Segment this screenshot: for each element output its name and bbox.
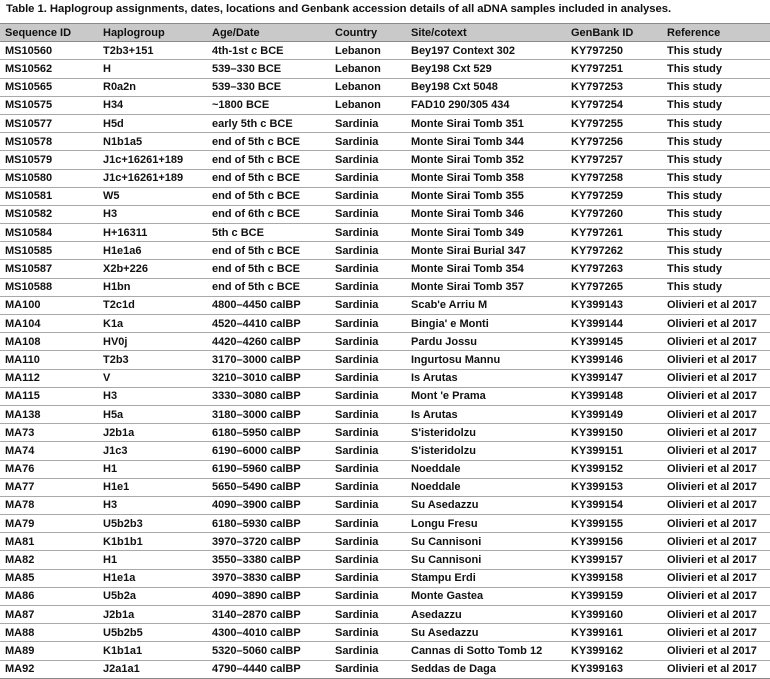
cell-age-date: 3180–3000 calBP xyxy=(206,405,329,423)
cell-reference: This study xyxy=(661,60,770,78)
cell-reference: This study xyxy=(661,205,770,223)
header-age-date: Age/Date xyxy=(206,24,329,42)
cell-sequence-id: MS10581 xyxy=(0,187,97,205)
cell-genbank-id: KY399161 xyxy=(565,624,661,642)
cell-site-context: Monte Sirai Tomb 351 xyxy=(405,114,565,132)
cell-country: Sardinia xyxy=(329,114,405,132)
cell-site-context: Noeddale xyxy=(405,460,565,478)
cell-genbank-id: KY797265 xyxy=(565,278,661,296)
cell-sequence-id: MA110 xyxy=(0,351,97,369)
table-row xyxy=(0,351,770,369)
cell-reference: This study xyxy=(661,133,770,151)
cell-genbank-id: KY399158 xyxy=(565,569,661,587)
table-row xyxy=(0,333,770,351)
cell-genbank-id: KY399149 xyxy=(565,405,661,423)
cell-age-date: end of 5th c BCE xyxy=(206,151,329,169)
table-row xyxy=(0,460,770,478)
cell-haplogroup: V xyxy=(97,369,206,387)
cell-site-context: Noeddale xyxy=(405,478,565,496)
cell-haplogroup: H1bn xyxy=(97,278,206,296)
table-row xyxy=(0,587,770,605)
cell-haplogroup: H1e1 xyxy=(97,478,206,496)
cell-sequence-id: MA138 xyxy=(0,405,97,423)
cell-sequence-id: MS10560 xyxy=(0,42,97,60)
cell-genbank-id: KY399150 xyxy=(565,424,661,442)
cell-genbank-id: KY797254 xyxy=(565,96,661,114)
cell-site-context: Cannas di Sotto Tomb 12 xyxy=(405,642,565,660)
cell-haplogroup: K1b1b1 xyxy=(97,533,206,551)
table-row xyxy=(0,515,770,533)
cell-country: Sardinia xyxy=(329,606,405,624)
cell-sequence-id: MA76 xyxy=(0,460,97,478)
table-row xyxy=(0,624,770,642)
cell-sequence-id: MA73 xyxy=(0,424,97,442)
cell-genbank-id: KY797263 xyxy=(565,260,661,278)
cell-sequence-id: MA77 xyxy=(0,478,97,496)
cell-age-date: 3970–3830 calBP xyxy=(206,569,329,587)
cell-age-date: 539–330 BCE xyxy=(206,60,329,78)
cell-age-date: 4520–4410 calBP xyxy=(206,315,329,333)
cell-genbank-id: KY797250 xyxy=(565,42,661,60)
cell-age-date: 3140–2870 calBP xyxy=(206,606,329,624)
cell-country: Sardinia xyxy=(329,496,405,514)
cell-site-context: Ingurtosu Mannu xyxy=(405,351,565,369)
table-row xyxy=(0,369,770,387)
cell-country: Lebanon xyxy=(329,78,405,96)
cell-age-date: 6180–5930 calBP xyxy=(206,515,329,533)
table-row xyxy=(0,260,770,278)
cell-genbank-id: KY399160 xyxy=(565,606,661,624)
cell-reference: Olivieri et al 2017 xyxy=(661,587,770,605)
cell-country: Sardinia xyxy=(329,642,405,660)
cell-haplogroup: H1e1a xyxy=(97,569,206,587)
cell-haplogroup: X2b+226 xyxy=(97,260,206,278)
table-row xyxy=(0,187,770,205)
cell-reference: Olivieri et al 2017 xyxy=(661,351,770,369)
cell-country: Sardinia xyxy=(329,242,405,260)
table-row xyxy=(0,496,770,514)
cell-haplogroup: T2c1d xyxy=(97,296,206,314)
cell-genbank-id: KY399159 xyxy=(565,587,661,605)
cell-reference: This study xyxy=(661,78,770,96)
header-haplogroup: Haplogroup xyxy=(97,24,206,42)
cell-haplogroup: R0a2n xyxy=(97,78,206,96)
cell-reference: This study xyxy=(661,187,770,205)
cell-country: Sardinia xyxy=(329,624,405,642)
cell-reference: Olivieri et al 2017 xyxy=(661,624,770,642)
table-row xyxy=(0,442,770,460)
cell-reference: Olivieri et al 2017 xyxy=(661,315,770,333)
cell-reference: This study xyxy=(661,151,770,169)
header-site-context: Site/cotext xyxy=(405,24,565,42)
cell-age-date: 4th-1st c BCE xyxy=(206,42,329,60)
cell-site-context: Monte Sirai Burial 347 xyxy=(405,242,565,260)
cell-genbank-id: KY399145 xyxy=(565,333,661,351)
cell-site-context: Bey198 Cxt 5048 xyxy=(405,78,565,96)
cell-reference: This study xyxy=(661,114,770,132)
cell-site-context: Monte Sirai Tomb 344 xyxy=(405,133,565,151)
cell-genbank-id: KY399154 xyxy=(565,496,661,514)
cell-genbank-id: KY399153 xyxy=(565,478,661,496)
cell-country: Sardinia xyxy=(329,133,405,151)
cell-age-date: 539–330 BCE xyxy=(206,78,329,96)
cell-country: Lebanon xyxy=(329,96,405,114)
cell-country: Sardinia xyxy=(329,224,405,242)
cell-country: Sardinia xyxy=(329,405,405,423)
table-row xyxy=(0,296,770,314)
cell-haplogroup: H5a xyxy=(97,405,206,423)
cell-genbank-id: KY797262 xyxy=(565,242,661,260)
cell-age-date: 3330–3080 calBP xyxy=(206,387,329,405)
cell-reference: Olivieri et al 2017 xyxy=(661,569,770,587)
cell-site-context: S'isteridolzu xyxy=(405,442,565,460)
cell-age-date: end of 5th c BCE xyxy=(206,278,329,296)
cell-age-date: 5650–5490 calBP xyxy=(206,478,329,496)
table-row xyxy=(0,405,770,423)
cell-country: Sardinia xyxy=(329,442,405,460)
cell-genbank-id: KY797260 xyxy=(565,205,661,223)
cell-age-date: end of 6th c BCE xyxy=(206,205,329,223)
cell-sequence-id: MA81 xyxy=(0,533,97,551)
cell-sequence-id: MA78 xyxy=(0,496,97,514)
cell-age-date: end of 5th c BCE xyxy=(206,242,329,260)
table-row xyxy=(0,78,770,96)
cell-haplogroup: J1c+16261+189 xyxy=(97,169,206,187)
cell-haplogroup: H xyxy=(97,60,206,78)
table-row xyxy=(0,242,770,260)
cell-country: Sardinia xyxy=(329,260,405,278)
cell-haplogroup: T2b3 xyxy=(97,351,206,369)
cell-haplogroup: T2b3+151 xyxy=(97,42,206,60)
cell-haplogroup: J2b1a xyxy=(97,424,206,442)
table-row xyxy=(0,169,770,187)
cell-age-date: end of 5th c BCE xyxy=(206,133,329,151)
cell-age-date: 4090–3900 calBP xyxy=(206,496,329,514)
cell-haplogroup: H3 xyxy=(97,205,206,223)
cell-sequence-id: MA82 xyxy=(0,551,97,569)
cell-genbank-id: KY399162 xyxy=(565,642,661,660)
cell-genbank-id: KY399143 xyxy=(565,296,661,314)
cell-reference: Olivieri et al 2017 xyxy=(661,424,770,442)
cell-haplogroup: U5b2b3 xyxy=(97,515,206,533)
cell-country: Lebanon xyxy=(329,60,405,78)
cell-site-context: Asedazzu xyxy=(405,606,565,624)
cell-sequence-id: MS10562 xyxy=(0,60,97,78)
cell-sequence-id: MA92 xyxy=(0,660,97,678)
cell-site-context: S'isteridolzu xyxy=(405,424,565,442)
cell-sequence-id: MS10582 xyxy=(0,205,97,223)
cell-haplogroup: W5 xyxy=(97,187,206,205)
cell-country: Sardinia xyxy=(329,515,405,533)
cell-country: Sardinia xyxy=(329,478,405,496)
cell-sequence-id: MA89 xyxy=(0,642,97,660)
cell-site-context: Su Asedazzu xyxy=(405,624,565,642)
cell-haplogroup: H3 xyxy=(97,387,206,405)
cell-sequence-id: MA108 xyxy=(0,333,97,351)
cell-country: Sardinia xyxy=(329,369,405,387)
table-row xyxy=(0,96,770,114)
cell-genbank-id: KY797256 xyxy=(565,133,661,151)
cell-country: Sardinia xyxy=(329,533,405,551)
cell-sequence-id: MS10588 xyxy=(0,278,97,296)
table-row xyxy=(0,114,770,132)
table-row xyxy=(0,660,770,678)
table-row xyxy=(0,278,770,296)
cell-haplogroup: J1c+16261+189 xyxy=(97,151,206,169)
cell-country: Sardinia xyxy=(329,333,405,351)
cell-site-context: Is Arutas xyxy=(405,405,565,423)
cell-reference: Olivieri et al 2017 xyxy=(661,551,770,569)
cell-country: Sardinia xyxy=(329,296,405,314)
table-row xyxy=(0,424,770,442)
cell-reference: This study xyxy=(661,224,770,242)
cell-haplogroup: H+16311 xyxy=(97,224,206,242)
cell-haplogroup: K1b1a1 xyxy=(97,642,206,660)
cell-haplogroup: U5b2a xyxy=(97,587,206,605)
cell-country: Sardinia xyxy=(329,169,405,187)
cell-age-date: end of 5th c BCE xyxy=(206,169,329,187)
cell-genbank-id: KY797255 xyxy=(565,114,661,132)
cell-age-date: 4300–4010 calBP xyxy=(206,624,329,642)
table-row xyxy=(0,60,770,78)
cell-haplogroup: H3 xyxy=(97,496,206,514)
cell-country: Sardinia xyxy=(329,187,405,205)
cell-genbank-id: KY797259 xyxy=(565,187,661,205)
cell-sequence-id: MA115 xyxy=(0,387,97,405)
cell-genbank-id: KY797261 xyxy=(565,224,661,242)
table-row xyxy=(0,224,770,242)
cell-genbank-id: KY399155 xyxy=(565,515,661,533)
cell-site-context: Scab'e Arriu M xyxy=(405,296,565,314)
cell-haplogroup: N1b1a5 xyxy=(97,133,206,151)
cell-site-context: Bey197 Context 302 xyxy=(405,42,565,60)
cell-reference: Olivieri et al 2017 xyxy=(661,478,770,496)
header-sequence-id: Sequence ID xyxy=(0,24,97,42)
table-body xyxy=(0,42,770,679)
cell-haplogroup: K1a xyxy=(97,315,206,333)
cell-country: Sardinia xyxy=(329,315,405,333)
cell-site-context: Su Cannisoni xyxy=(405,533,565,551)
cell-age-date: ~1800 BCE xyxy=(206,96,329,114)
cell-reference: Olivieri et al 2017 xyxy=(661,606,770,624)
cell-genbank-id: KY399144 xyxy=(565,315,661,333)
table-row xyxy=(0,642,770,660)
cell-sequence-id: MA85 xyxy=(0,569,97,587)
cell-site-context: Monte Sirai Tomb 354 xyxy=(405,260,565,278)
table-row xyxy=(0,478,770,496)
cell-reference: Olivieri et al 2017 xyxy=(661,369,770,387)
cell-age-date: 3550–3380 calBP xyxy=(206,551,329,569)
cell-reference: Olivieri et al 2017 xyxy=(661,660,770,678)
cell-age-date: 4800–4450 calBP xyxy=(206,296,329,314)
cell-sequence-id: MS10585 xyxy=(0,242,97,260)
cell-site-context: Bey198 Cxt 529 xyxy=(405,60,565,78)
cell-site-context: Longu Fresu xyxy=(405,515,565,533)
cell-reference: This study xyxy=(661,242,770,260)
cell-sequence-id: MS10578 xyxy=(0,133,97,151)
cell-haplogroup: HV0j xyxy=(97,333,206,351)
cell-site-context: Monte Sirai Tomb 349 xyxy=(405,224,565,242)
table-row xyxy=(0,569,770,587)
cell-sequence-id: MS10584 xyxy=(0,224,97,242)
cell-sequence-id: MA74 xyxy=(0,442,97,460)
header-country: Country xyxy=(329,24,405,42)
cell-genbank-id: KY399163 xyxy=(565,660,661,678)
cell-site-context: Su Cannisoni xyxy=(405,551,565,569)
table-row xyxy=(0,533,770,551)
cell-haplogroup: H5d xyxy=(97,114,206,132)
cell-site-context: FAD10 290/305 434 xyxy=(405,96,565,114)
cell-age-date: 4420–4260 calBP xyxy=(206,333,329,351)
cell-haplogroup: J1c3 xyxy=(97,442,206,460)
table-row xyxy=(0,205,770,223)
cell-country: Sardinia xyxy=(329,351,405,369)
cell-age-date: 3170–3000 calBP xyxy=(206,351,329,369)
cell-age-date: 5320–5060 calBP xyxy=(206,642,329,660)
cell-country: Sardinia xyxy=(329,424,405,442)
cell-age-date: 3970–3720 calBP xyxy=(206,533,329,551)
cell-sequence-id: MS10565 xyxy=(0,78,97,96)
header-genbank-id: GenBank ID xyxy=(565,24,661,42)
cell-haplogroup: H1e1a6 xyxy=(97,242,206,260)
table-row xyxy=(0,315,770,333)
cell-sequence-id: MS10575 xyxy=(0,96,97,114)
cell-sequence-id: MA104 xyxy=(0,315,97,333)
cell-genbank-id: KY797251 xyxy=(565,60,661,78)
cell-reference: Olivieri et al 2017 xyxy=(661,387,770,405)
table-row xyxy=(0,387,770,405)
cell-reference: This study xyxy=(661,96,770,114)
cell-age-date: 4090–3890 calBP xyxy=(206,587,329,605)
cell-country: Sardinia xyxy=(329,569,405,587)
cell-site-context: Monte Sirai Tomb 358 xyxy=(405,169,565,187)
cell-sequence-id: MS10580 xyxy=(0,169,97,187)
cell-country: Sardinia xyxy=(329,278,405,296)
cell-genbank-id: KY399146 xyxy=(565,351,661,369)
cell-genbank-id: KY797258 xyxy=(565,169,661,187)
table-header-row xyxy=(0,24,770,42)
cell-sequence-id: MA87 xyxy=(0,606,97,624)
header-reference: Reference xyxy=(661,24,770,42)
cell-site-context: Mont 'e Prama xyxy=(405,387,565,405)
table-row xyxy=(0,551,770,569)
cell-haplogroup: U5b2b5 xyxy=(97,624,206,642)
cell-site-context: Pardu Jossu xyxy=(405,333,565,351)
cell-country: Sardinia xyxy=(329,660,405,678)
table-row xyxy=(0,133,770,151)
cell-genbank-id: KY399152 xyxy=(565,460,661,478)
cell-site-context: Bingia' e Monti xyxy=(405,315,565,333)
cell-reference: Olivieri et al 2017 xyxy=(661,642,770,660)
cell-country: Sardinia xyxy=(329,205,405,223)
cell-haplogroup: H1 xyxy=(97,460,206,478)
cell-reference: Olivieri et al 2017 xyxy=(661,515,770,533)
cell-country: Sardinia xyxy=(329,460,405,478)
cell-country: Sardinia xyxy=(329,151,405,169)
cell-haplogroup: J2b1a xyxy=(97,606,206,624)
cell-country: Sardinia xyxy=(329,587,405,605)
cell-haplogroup: H1 xyxy=(97,551,206,569)
haplogroup-table xyxy=(0,23,770,679)
cell-age-date: 6180–5950 calBP xyxy=(206,424,329,442)
cell-age-date: 6190–5960 calBP xyxy=(206,460,329,478)
cell-sequence-id: MS10577 xyxy=(0,114,97,132)
cell-age-date: 5th c BCE xyxy=(206,224,329,242)
cell-reference: This study xyxy=(661,42,770,60)
cell-sequence-id: MA100 xyxy=(0,296,97,314)
table-caption: Table 1. Haplogroup assignments, dates, locations and Genbank accession details of all aDNA samples included in analyses. xyxy=(6,3,672,15)
cell-genbank-id: KY399147 xyxy=(565,369,661,387)
cell-reference: Olivieri et al 2017 xyxy=(661,333,770,351)
cell-reference: This study xyxy=(661,278,770,296)
cell-reference: Olivieri et al 2017 xyxy=(661,496,770,514)
cell-reference: Olivieri et al 2017 xyxy=(661,533,770,551)
cell-country: Lebanon xyxy=(329,42,405,60)
cell-genbank-id: KY399151 xyxy=(565,442,661,460)
cell-reference: Olivieri et al 2017 xyxy=(661,460,770,478)
cell-age-date: end of 5th c BCE xyxy=(206,260,329,278)
cell-site-context: Monte Sirai Tomb 357 xyxy=(405,278,565,296)
cell-age-date: 4790–4440 calBP xyxy=(206,660,329,678)
cell-genbank-id: KY399148 xyxy=(565,387,661,405)
cell-site-context: Su Asedazzu xyxy=(405,496,565,514)
table-row xyxy=(0,42,770,60)
cell-genbank-id: KY797253 xyxy=(565,78,661,96)
cell-sequence-id: MS10587 xyxy=(0,260,97,278)
cell-sequence-id: MA86 xyxy=(0,587,97,605)
cell-site-context: Stampu Erdi xyxy=(405,569,565,587)
cell-age-date: 3210–3010 calBP xyxy=(206,369,329,387)
cell-site-context: Monte Sirai Tomb 346 xyxy=(405,205,565,223)
cell-sequence-id: MA112 xyxy=(0,369,97,387)
cell-genbank-id: KY399157 xyxy=(565,551,661,569)
cell-age-date: 6190–6000 calBP xyxy=(206,442,329,460)
cell-site-context: Monte Sirai Tomb 355 xyxy=(405,187,565,205)
cell-reference: Olivieri et al 2017 xyxy=(661,296,770,314)
cell-country: Sardinia xyxy=(329,551,405,569)
cell-site-context: Monte Sirai Tomb 352 xyxy=(405,151,565,169)
cell-country: Sardinia xyxy=(329,387,405,405)
table-row xyxy=(0,151,770,169)
cell-reference: This study xyxy=(661,260,770,278)
cell-reference: Olivieri et al 2017 xyxy=(661,442,770,460)
cell-reference: This study xyxy=(661,169,770,187)
cell-site-context: Is Arutas xyxy=(405,369,565,387)
cell-site-context: Seddas de Daga xyxy=(405,660,565,678)
cell-age-date: end of 5th c BCE xyxy=(206,187,329,205)
table-row xyxy=(0,606,770,624)
cell-age-date: early 5th c BCE xyxy=(206,114,329,132)
cell-genbank-id: KY399156 xyxy=(565,533,661,551)
cell-site-context: Monte Gastea xyxy=(405,587,565,605)
cell-genbank-id: KY797257 xyxy=(565,151,661,169)
cell-sequence-id: MA88 xyxy=(0,624,97,642)
cell-haplogroup: H34 xyxy=(97,96,206,114)
cell-reference: Olivieri et al 2017 xyxy=(661,405,770,423)
cell-haplogroup: J2a1a1 xyxy=(97,660,206,678)
cell-sequence-id: MS10579 xyxy=(0,151,97,169)
cell-sequence-id: MA79 xyxy=(0,515,97,533)
